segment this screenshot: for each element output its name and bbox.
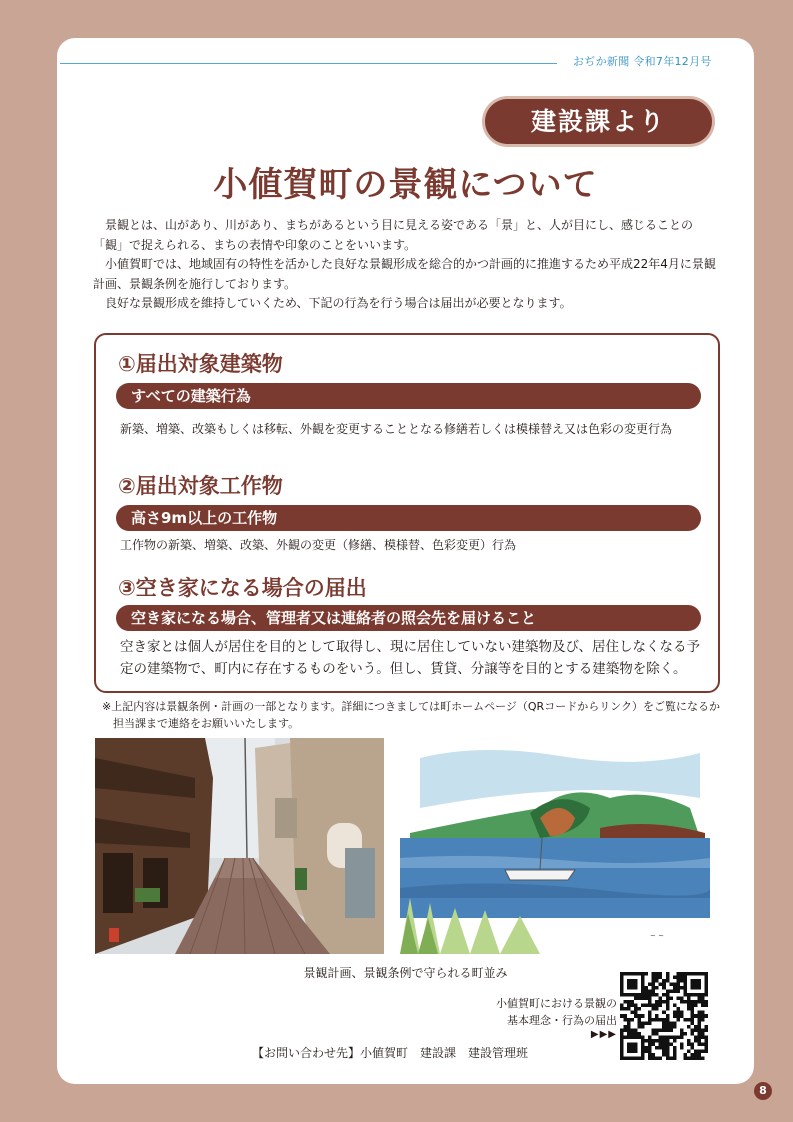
intro-paragraph: 小値賀町では、地域固有の特性を活かした良好な景観形成を総合的かつ計画的に推進するため平成22年4月に景観計画、景観条例を施行しております。 (93, 257, 716, 291)
section-bar-vacant-house: 空き家になる場合、管理者又は連絡者の照会先を届けること (116, 605, 701, 631)
page-sheet (57, 38, 754, 1084)
department-badge: 建設課より (485, 99, 712, 144)
qr-caption-line: 基本理念・行為の届出 (507, 1014, 617, 1027)
section-bar-structures: 高さ9m以上の工作物 (116, 505, 701, 531)
townscape-photo (95, 738, 384, 954)
svg-text:~ ~: ~ ~ (650, 932, 664, 940)
page-title: 小値賀町の景観について (213, 165, 598, 205)
intro-paragraph: 景観とは、山があり、川があり、まちがあるという目に見える姿である「景」と、人が目にし、感じることの「観」で捉えられる、まちの表情や印象のことをいいます。 (93, 218, 694, 252)
newsletter-header: おぢか新聞 令和7年12月号 (573, 55, 712, 68)
qr-caption (447, 995, 617, 1029)
section-body-buildings: 新築、増築、改築もしくは移転、外観を変更することとなる修繕若しくは模様替え又は色彩の変更行為 (120, 422, 673, 436)
notification-box (94, 333, 720, 693)
photo-caption: 景観計画、景観条例で守られる町並み (303, 966, 508, 980)
arrow-icons: ▶▶▶ (590, 1029, 617, 1040)
qr-code[interactable] (620, 972, 708, 1060)
section-body-structures: 工作物の新築、増築、改築、外観の変更（修繕、模様替、色彩変更）行為 (120, 538, 517, 552)
landscape-painting (400, 738, 710, 954)
header-rule (60, 63, 557, 64)
page-number: 8 (754, 1082, 772, 1100)
section-body-vacant-house: 空き家とは個人が居住を目的として取得し、現に居住していない建築物及び、居住しなくなる予定の建築物で、町内に存在するものをいう。但し、賃貸、分譲等を目的とする建築物を除く。 (120, 639, 700, 677)
section-title-buildings: ①届出対象建築物 (118, 352, 283, 376)
section-title-structures: ②届出対象工作物 (118, 474, 283, 498)
contact-info: 【お問い合わせ先】小値賀町 建設課 建設管理班 (252, 1046, 529, 1060)
note-text: ※上記内容は景観条例・計画の一部となります。詳細につきましては町ホームページ（QRコードからリンク）をご覧になるか担当課まで連絡をお願いいたします。 (102, 700, 720, 730)
intro-paragraph: 良好な景観形成を維持していくため、下記の行為を行う場合は届出が必要となります。 (105, 296, 572, 310)
section-title-vacant-house: ③空き家になる場合の届出 (118, 576, 367, 600)
qr-caption-line: 小値賀町における景観の (496, 997, 617, 1010)
section-bar-buildings: すべての建築行為 (116, 383, 701, 409)
intro-text (93, 216, 721, 314)
